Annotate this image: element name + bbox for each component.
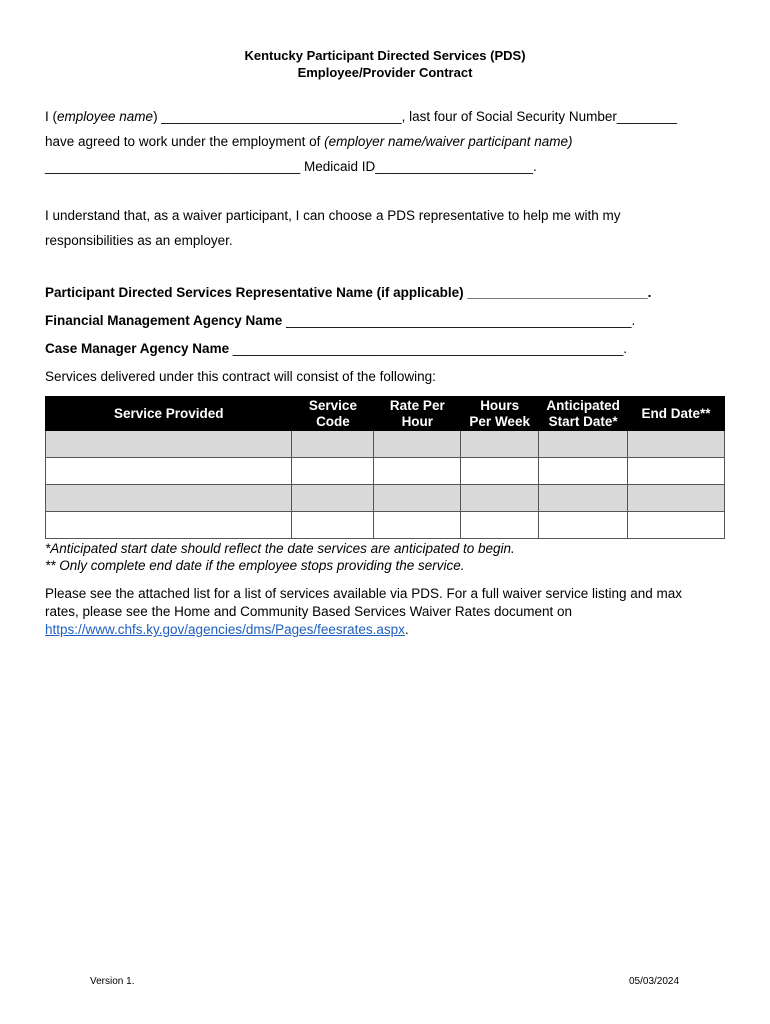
table-cell[interactable]: [46, 431, 292, 458]
document-title: [0, 47, 770, 81]
table-cell[interactable]: [539, 512, 628, 539]
header-anticipated-start-date: Anticipated Start Date*: [539, 397, 628, 431]
table-cell[interactable]: [461, 431, 539, 458]
table-cell[interactable]: [539, 458, 628, 485]
table-cell[interactable]: [461, 458, 539, 485]
case-manager-blank[interactable]: ____________________________________________________.: [229, 341, 627, 356]
services-table: [45, 396, 725, 539]
fee-rates-link[interactable]: https://www.chfs.ky.gov/agencies/dms/Pages/feesrates.aspx: [45, 622, 405, 637]
table-cell[interactable]: [628, 485, 725, 512]
header-rate-per-hour: Rate Per Hour: [374, 397, 461, 431]
document-date: 05/03/2024: [629, 976, 680, 987]
services-info-paragraph: Please see the attached list for a list of services available via PDS. For a full waiver service listing and max rates, please see the Home and Community Based Services Waiver Rates document on https://www.chfs.ky.gov/agencies/dms/Pages/feesrates.aspx.: [45, 586, 683, 637]
table-cell[interactable]: [628, 458, 725, 485]
employer-name-label: (employer name/waiver participant name): [324, 134, 573, 149]
table-cell[interactable]: [374, 458, 461, 485]
table-row: [46, 512, 725, 539]
table-cell[interactable]: [374, 485, 461, 512]
header-service-provided: Service Provided: [46, 397, 292, 431]
table-header-row: [46, 397, 725, 431]
header-end-date: End Date**: [628, 397, 725, 431]
employer-line: [45, 133, 573, 151]
case-manager-label: Case Manager Agency Name: [45, 341, 230, 356]
case-manager-field[interactable]: [45, 340, 627, 358]
fma-blank[interactable]: ______________________________________________.: [282, 313, 636, 328]
table-cell[interactable]: [46, 485, 292, 512]
table-cell[interactable]: [628, 431, 725, 458]
employee-name-line: [45, 108, 677, 126]
table-cell[interactable]: [539, 431, 628, 458]
fma-label: Financial Management Agency Name: [45, 313, 283, 328]
employee-name-blank[interactable]: ) ________________________________, last four of Social Security Number________: [153, 109, 677, 124]
pds-representative-field[interactable]: Participant Directed Services Representative Name (if applicable) ________________________.: [45, 285, 652, 300]
services-intro: Services delivered under this contract will consist of the following:: [45, 369, 436, 384]
table-cell[interactable]: [539, 485, 628, 512]
table-cell[interactable]: [46, 512, 292, 539]
services-info-text: Please see the attached list for a list of services available via PDS. For a full waiver service listing and max rates, please see the Home and Community Based Services Waiver Rates document on: [45, 586, 683, 619]
table-cell[interactable]: [461, 512, 539, 539]
start-date-note: *Anticipated start date should reflect the date services are anticipated to begin.: [45, 541, 515, 556]
intro-text: I (: [45, 109, 57, 124]
end-date-note: ** Only complete end date if the employee stops providing the service.: [45, 558, 465, 573]
medicaid-id-line[interactable]: __________________________________ Medicaid ID_____________________.: [45, 159, 537, 174]
table-row: [46, 485, 725, 512]
table-cell[interactable]: [628, 512, 725, 539]
table-row: [46, 458, 725, 485]
table-cell[interactable]: [292, 458, 374, 485]
table-cell[interactable]: [461, 485, 539, 512]
table-cell[interactable]: [374, 431, 461, 458]
understand-line-1: I understand that, as a waiver participant, I can choose a PDS representative to help me with my: [45, 208, 621, 223]
version-label: Version 1.: [90, 976, 135, 987]
title-line-2: Employee/Provider Contract: [297, 65, 473, 80]
employer-text: have agreed to work under the employment of: [45, 134, 325, 149]
table-cell[interactable]: [292, 512, 374, 539]
header-service-code: Service Code: [292, 397, 374, 431]
header-hours-per-week: Hours Per Week: [461, 397, 539, 431]
table-cell[interactable]: [292, 485, 374, 512]
employee-name-label: employee name: [57, 109, 154, 124]
fma-field[interactable]: [45, 312, 635, 330]
table-cell[interactable]: [292, 431, 374, 458]
table-cell[interactable]: [374, 512, 461, 539]
table-row: [46, 431, 725, 458]
understand-line-2: responsibilities as an employer.: [45, 233, 233, 248]
title-line-1: Kentucky Participant Directed Services (PDS): [244, 48, 526, 63]
table-cell[interactable]: [46, 458, 292, 485]
